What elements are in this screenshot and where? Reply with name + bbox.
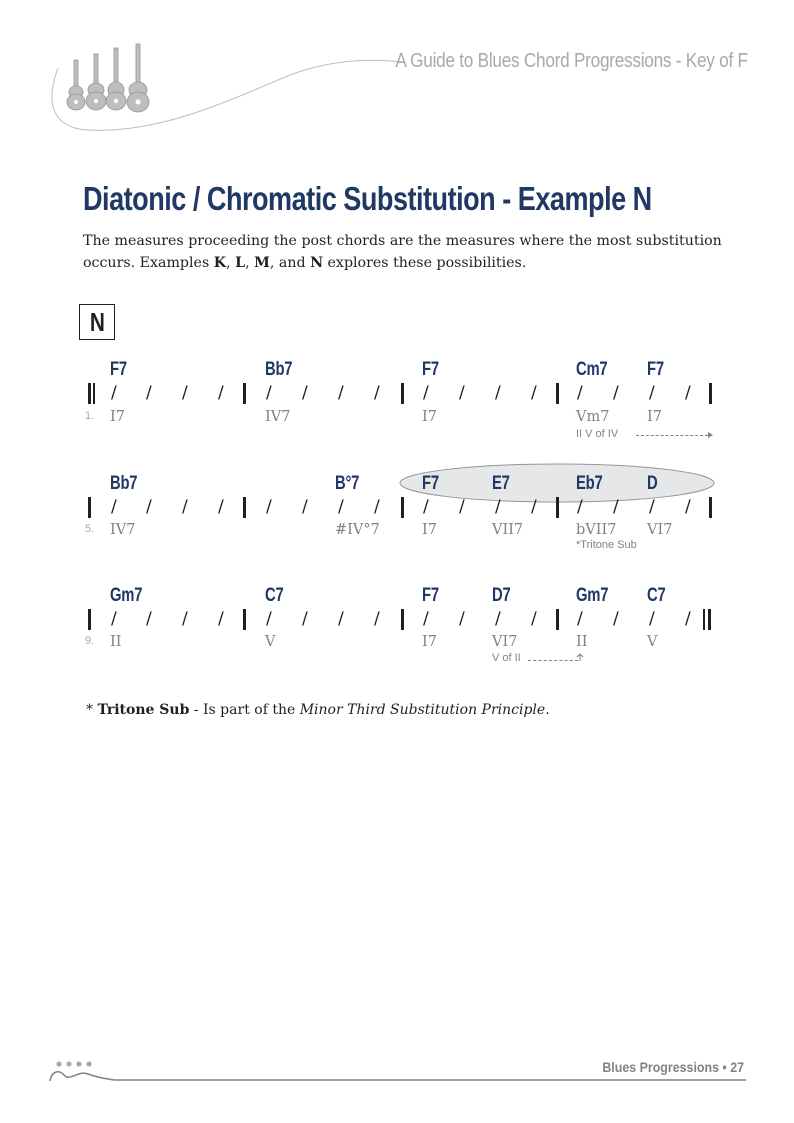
chord: Eb7	[576, 473, 603, 494]
beat-slash: /	[338, 383, 344, 403]
intro-sep: ,	[245, 255, 255, 271]
page-title: Diatonic / Chromatic Substitution - Example N	[83, 180, 652, 217]
beat-slash: /	[302, 609, 308, 629]
beat-slash: /	[146, 609, 152, 629]
beat-slash: /	[459, 609, 465, 629]
annotation-dashed-line	[636, 435, 708, 436]
example-label: N	[89, 307, 105, 337]
chord: Cm7	[576, 359, 608, 380]
barline	[556, 497, 559, 518]
beat-slash: /	[685, 497, 691, 517]
beat-slash: /	[302, 383, 308, 403]
v-of-ii-annotation: V of II	[492, 652, 521, 664]
repeat-start-bar	[93, 383, 95, 404]
beat-slash: /	[423, 383, 429, 403]
beat-slash: /	[338, 609, 344, 629]
measure-number: 5.	[85, 523, 95, 535]
chord: F7	[422, 473, 439, 494]
beat-slash: /	[459, 383, 465, 403]
barline	[709, 383, 712, 404]
barline	[243, 383, 246, 404]
header-title: A Guide to Blues Chord Progressions - Key of F	[395, 50, 748, 72]
chord: C7	[265, 585, 284, 606]
barline	[243, 609, 246, 630]
footnote-star: *	[86, 702, 98, 718]
roman-numeral: #IV°7	[335, 522, 380, 538]
roman-numeral: bVII7	[576, 522, 617, 538]
beat-slash: /	[423, 609, 429, 629]
ii-v-of-iv-annotation: II V of IV	[576, 428, 619, 440]
barline	[243, 497, 246, 518]
beat-slash: /	[182, 609, 188, 629]
chord: Gm7	[110, 585, 143, 606]
beat-slash: /	[423, 497, 429, 517]
barline	[709, 497, 712, 518]
beat-slash: /	[613, 383, 619, 403]
measure-number: 9.	[85, 635, 95, 647]
arrow-up-icon	[576, 653, 584, 662]
beat-slash: /	[531, 609, 537, 629]
example-l: L	[235, 255, 246, 271]
beat-slash: /	[266, 497, 272, 517]
end-bar	[703, 609, 705, 630]
intro-sep: , and	[269, 255, 311, 271]
repeat-start-bar	[88, 383, 91, 404]
chord: F7	[110, 359, 127, 380]
chord: Bb7	[110, 473, 138, 494]
roman-numeral: IV7	[265, 409, 291, 425]
barline	[401, 497, 404, 518]
roman-numeral: II	[110, 634, 122, 650]
arrow-right-icon	[708, 432, 713, 438]
beat-slash: /	[577, 497, 583, 517]
roman-numeral: I7	[422, 634, 437, 650]
beat-slash: /	[266, 383, 272, 403]
chord: F7	[647, 359, 664, 380]
chord: D	[647, 473, 658, 494]
beat-slash: /	[374, 497, 380, 517]
beat-slash: /	[531, 497, 537, 517]
beat-slash: /	[685, 609, 691, 629]
beat-slash: /	[649, 383, 655, 403]
roman-numeral: VI7	[647, 522, 673, 538]
beat-slash: /	[111, 609, 117, 629]
ukulele-logo	[40, 40, 420, 140]
annotation-dashed-line	[528, 660, 578, 661]
beat-slash: /	[338, 497, 344, 517]
roman-numeral: I7	[422, 409, 437, 425]
intro-sep: ,	[226, 255, 236, 271]
beat-slash: /	[218, 609, 224, 629]
beat-slash: /	[459, 497, 465, 517]
beat-slash: /	[266, 609, 272, 629]
beat-slash: /	[613, 497, 619, 517]
roman-numeral: IV7	[110, 522, 136, 538]
measure-number: 1.	[85, 410, 95, 422]
beat-slash: /	[495, 609, 501, 629]
beat-slash: /	[495, 383, 501, 403]
barline	[401, 609, 404, 630]
beat-slash: /	[182, 497, 188, 517]
beat-slash: /	[685, 383, 691, 403]
roman-numeral: VI7	[492, 634, 518, 650]
footnote-middle: - Is part of the	[189, 702, 300, 718]
beat-slash: /	[146, 497, 152, 517]
intro-paragraph	[83, 230, 723, 274]
beat-slash: /	[302, 497, 308, 517]
beat-slash: /	[374, 383, 380, 403]
footnote-end: .	[545, 702, 550, 718]
example-m: M	[254, 255, 270, 271]
roman-numeral: Vm7	[576, 409, 610, 425]
barline	[556, 383, 559, 404]
example-n: N	[310, 255, 324, 271]
footnote-principle: Minor Third Substitution Principle	[299, 702, 546, 718]
barline	[88, 609, 91, 630]
example-k: K	[213, 255, 227, 271]
barline	[401, 383, 404, 404]
barline	[556, 609, 559, 630]
tritone-sub-annotation: *Tritone Sub	[576, 539, 637, 551]
beat-slash: /	[495, 497, 501, 517]
footnote-term: Tritone Sub	[97, 702, 190, 718]
roman-numeral: I7	[422, 522, 437, 538]
footnote	[86, 702, 550, 718]
beat-slash: /	[577, 609, 583, 629]
chord: Gm7	[576, 585, 609, 606]
roman-numeral: I7	[110, 409, 125, 425]
footer-page-label: Blues Progressions • 27	[602, 1060, 744, 1075]
chord: F7	[422, 585, 439, 606]
end-bar	[708, 609, 711, 630]
roman-numeral: VII7	[492, 522, 524, 538]
beat-slash: /	[374, 609, 380, 629]
beat-slash: /	[531, 383, 537, 403]
beat-slash: /	[577, 383, 583, 403]
beat-slash: /	[649, 497, 655, 517]
beat-slash: /	[146, 383, 152, 403]
barline	[88, 497, 91, 518]
example-label-box	[79, 304, 115, 340]
chord: F7	[422, 359, 439, 380]
beat-slash: /	[218, 497, 224, 517]
intro-text: The measures proceeding the post chords are the measures where the most substitution occurs. Examples	[83, 233, 722, 271]
roman-numeral: I7	[647, 409, 662, 425]
beat-slash: /	[649, 609, 655, 629]
roman-numeral: V	[647, 634, 658, 650]
beat-slash: /	[111, 383, 117, 403]
beat-slash: /	[613, 609, 619, 629]
chord: D7	[492, 585, 511, 606]
roman-numeral: V	[265, 634, 276, 650]
beat-slash: /	[218, 383, 224, 403]
intro-text-end: explores these possibilities.	[323, 255, 527, 271]
roman-numeral: II	[576, 634, 588, 650]
beat-slash: /	[182, 383, 188, 403]
chord: E7	[492, 473, 510, 494]
chord: C7	[647, 585, 666, 606]
chord: B°7	[335, 473, 360, 494]
chord: Bb7	[265, 359, 293, 380]
beat-slash: /	[111, 497, 117, 517]
